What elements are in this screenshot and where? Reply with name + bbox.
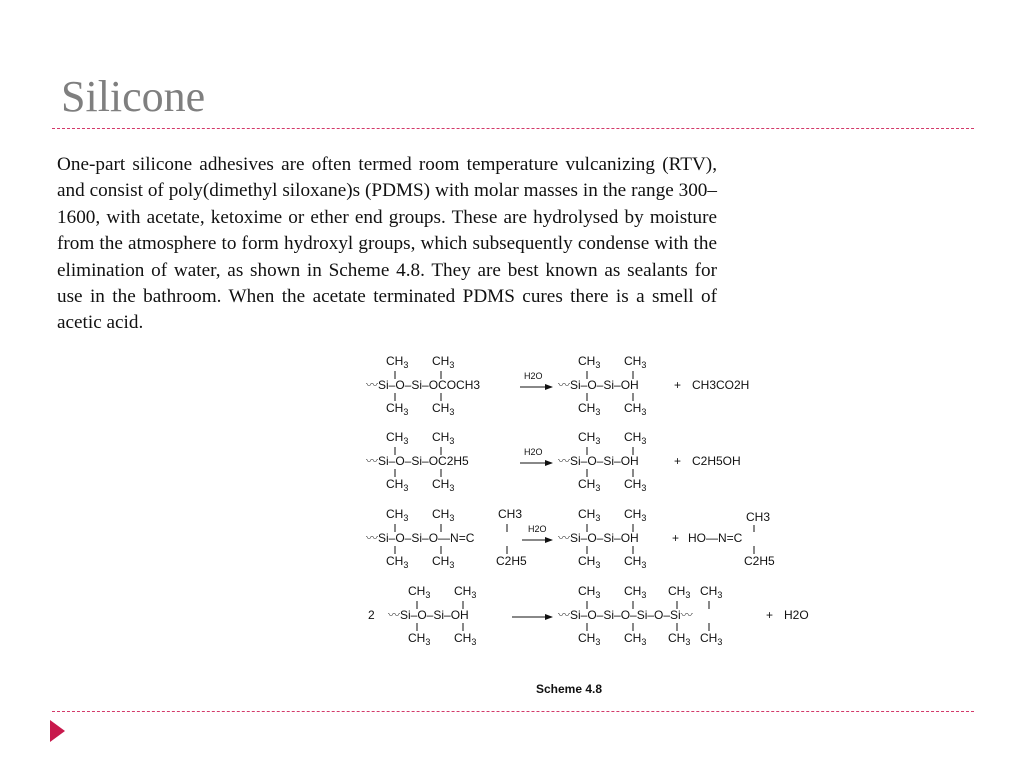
byproduct: HO—N=C [688, 531, 743, 545]
svg-text:〰Si–O–Si–OH: 〰Si–O–Si–OH [558, 378, 639, 392]
byproduct-lower: C2H5 [744, 554, 775, 568]
svg-text:CH3: $CH_3$ [578, 401, 601, 417]
svg-text:CH3: $CH_3$ [578, 584, 601, 600]
byproduct: CH3CO2H [692, 378, 750, 392]
svg-text:〰Si–O–Si–OH: 〰Si–O–Si–OH [558, 531, 639, 545]
reaction-2 [366, 430, 741, 493]
slide-title: Silicone [61, 72, 206, 121]
reactant-3 [366, 507, 527, 570]
svg-text:CH3: $CH_3$ [624, 507, 647, 523]
svg-text:CH3: $CH_3$ [454, 584, 477, 600]
svg-text:CH3: $CH_3$ [386, 477, 409, 493]
byproduct: H2O [784, 608, 809, 622]
end-group: OC2H5 [428, 454, 469, 468]
title-divider [52, 128, 974, 129]
svg-text:CH3: $CH_3$ [432, 554, 455, 570]
scheme-caption: Scheme 4.8 [536, 682, 603, 696]
svg-text:CH3: $CH_3$ [578, 430, 601, 446]
svg-text:CH3: $CH_3$ [578, 554, 601, 570]
svg-text:CH3: $CH_3$ [668, 631, 691, 647]
svg-text:CH3: $CH_3$ [624, 354, 647, 370]
svg-text:CH3: $CH_3$ [624, 401, 647, 417]
svg-text:CH3: $CH_3$ [624, 584, 647, 600]
ketoxime-lower: C2H5 [496, 554, 527, 568]
svg-text:CH3: $CH_3$ [386, 430, 409, 446]
svg-text:CH3: $CH_3$ [624, 477, 647, 493]
svg-text:CH3: $CH_3$ [624, 631, 647, 647]
plus-sign: + [674, 454, 682, 468]
plus-sign: + [674, 378, 682, 392]
svg-text:CH3: $CH_3$ [578, 631, 601, 647]
reactant-4 [388, 584, 476, 647]
svg-text:CH3: $CH_3$ [386, 401, 409, 417]
reagent-label: H2O [528, 524, 547, 534]
svg-text:CH3: $CH_3$ [432, 477, 455, 493]
reagent-label: H2O [524, 447, 543, 457]
svg-text:CH3: $CH_3$ [454, 631, 477, 647]
svg-text:CH3: $CH_3$ [386, 507, 409, 523]
svg-text:〰Si–O–Si–O–Si–O–Si〰: 〰Si–O–Si–O–Si–O–Si〰 [558, 608, 693, 622]
end-group: OCOCH3 [428, 378, 481, 392]
byproduct-upper: CH3 [746, 510, 771, 524]
product-4 [558, 584, 722, 647]
svg-text:〰Si–O–Si–OH: 〰Si–O–Si–OH [558, 454, 639, 468]
reactant-1 [366, 354, 480, 417]
svg-text:〰Si–O–Si–O—N=C: 〰Si–O–Si–O—N=C [366, 531, 475, 545]
svg-text:CH3: $CH_3$ [624, 430, 647, 446]
end-group: O—N=C [428, 531, 475, 545]
footer-divider [52, 711, 974, 712]
reaction-4 [368, 584, 809, 647]
svg-text:CH3: $CH_3$ [432, 507, 455, 523]
reaction-1 [366, 354, 749, 417]
svg-text:CH3: $CH_3$ [578, 477, 601, 493]
svg-text:CH3: $CH_3$ [386, 554, 409, 570]
svg-text:CH3: $CH_3$ [386, 354, 409, 370]
triangle-right-icon [50, 720, 65, 742]
plus-sign: + [766, 608, 774, 622]
svg-text:CH3: $CH_3$ [624, 554, 647, 570]
product-2 [558, 430, 646, 493]
end-group: OH [450, 608, 469, 622]
svg-text:CH3: $CH_3$ [408, 631, 431, 647]
svg-text:CH3: $CH_3$ [432, 401, 455, 417]
product-1 [558, 354, 646, 417]
svg-text:CH3: $CH_3$ [432, 430, 455, 446]
byproduct: C2H5OH [692, 454, 741, 468]
svg-text:CH3: $CH_3$ [700, 584, 723, 600]
stoichiometric-coefficient: 2 [368, 608, 375, 622]
svg-text:CH3: $CH_3$ [578, 507, 601, 523]
svg-text:CH3: $CH_3$ [578, 354, 601, 370]
reaction-3 [366, 507, 775, 570]
svg-text:CH3: $CH_3$ [408, 584, 431, 600]
svg-text:CH3: $CH_3$ [668, 584, 691, 600]
reactant-2 [366, 430, 469, 493]
body-paragraph: One-part silicone adhesives are often termed room temperature vulcanizing (RTV), and consist of poly(dimethyl siloxane)s (PDMS) with molar masses in the range 300–1600, with acetate, ketoxime or ether end groups. These are hydrolysed by moisture from the atmosphere to form hydroxyl groups, which subsequently condense with the elimination of water, as shown in Scheme 4.8. They are best known as sealants for use in the bathroom. When the acetate terminated PDMS cures there is a smell of acetic acid. [57, 154, 717, 334]
svg-text:〰Si–O–Si–OH: 〰Si–O–Si–OH [388, 608, 469, 622]
ketoxime-upper: CH3 [498, 507, 523, 521]
reagent-label: H2O [524, 371, 543, 381]
reaction-scheme [362, 350, 822, 650]
svg-text:CH3: $CH_3$ [700, 631, 723, 647]
svg-text:CH3: $CH_3$ [432, 354, 455, 370]
svg-text:〰Si–O–Si–OC2H5: 〰Si–O–Si–OC2H5 [366, 454, 469, 468]
product-3 [558, 507, 646, 570]
svg-text:〰Si–O–Si–OCOCH3: 〰Si–O–Si–OCOCH3 [366, 378, 481, 392]
plus-sign: + [672, 531, 680, 545]
